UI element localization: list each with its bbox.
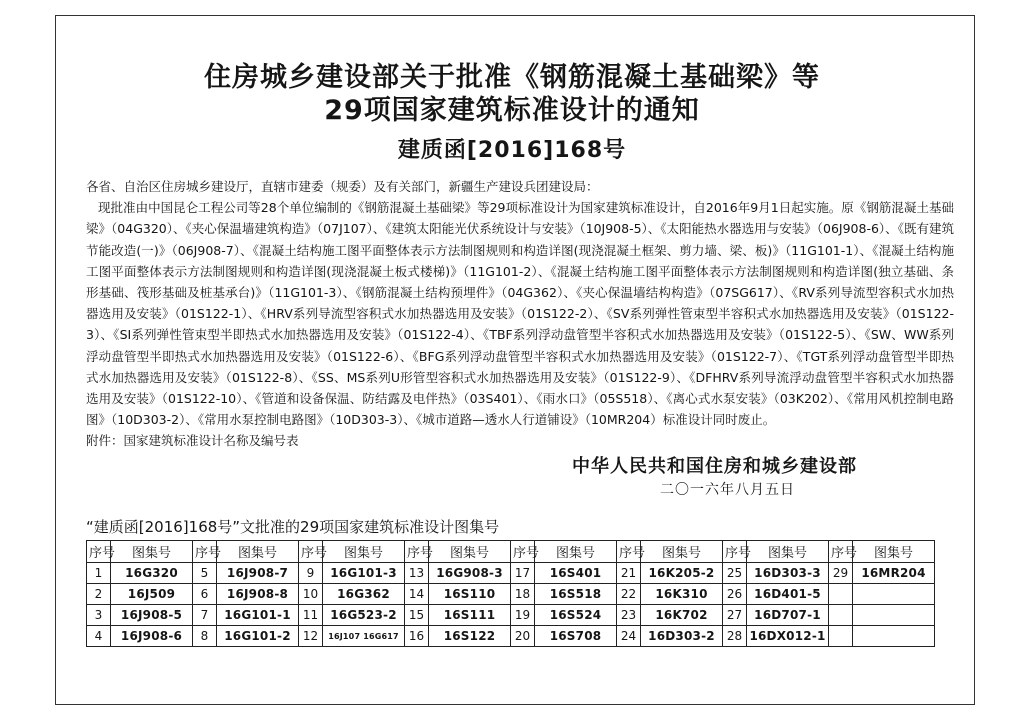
cell-code: 16G362 — [323, 584, 405, 605]
cell-no: 19 — [511, 605, 535, 626]
cell-no: 25 — [723, 563, 747, 584]
header-no: 序号 — [617, 541, 641, 563]
header-code: 图集号 — [853, 541, 935, 563]
cell-code: 16G523-2 — [323, 605, 405, 626]
cell-code: 16K310 — [641, 584, 723, 605]
cell-code: 16J908-7 — [217, 563, 299, 584]
cell-code: 16J908-8 — [217, 584, 299, 605]
cell-no: 28 — [723, 626, 747, 647]
header-code: 图集号 — [111, 541, 193, 563]
header-code: 图集号 — [535, 541, 617, 563]
cell-no: 15 — [405, 605, 429, 626]
cell-no — [829, 626, 853, 647]
cell-no: 27 — [723, 605, 747, 626]
cell-no: 1 — [87, 563, 111, 584]
cell-code — [853, 584, 935, 605]
cell-code: 16G320 — [111, 563, 193, 584]
cell-code: 16S708 — [535, 626, 617, 647]
cell-no: 24 — [617, 626, 641, 647]
cell-code: 16D707-1 — [747, 605, 829, 626]
header-code: 图集号 — [747, 541, 829, 563]
header-no: 序号 — [511, 541, 535, 563]
cell-code: 16D401-5 — [747, 584, 829, 605]
cell-no: 9 — [299, 563, 323, 584]
cell-no: 16 — [405, 626, 429, 647]
cell-code — [853, 605, 935, 626]
header-no: 序号 — [299, 541, 323, 563]
cell-code: 16S111 — [429, 605, 511, 626]
cell-no: 2 — [87, 584, 111, 605]
cell-code: 16S110 — [429, 584, 511, 605]
notice-title-line-1: 住房城乡建设部关于批准《钢筋混凝土基础梁》等 — [204, 62, 820, 93]
cell-code: 16K702 — [641, 605, 723, 626]
cell-code: 16S122 — [429, 626, 511, 647]
cell-no: 3 — [87, 605, 111, 626]
cell-code: 16D303-2 — [641, 626, 723, 647]
cell-no: 13 — [405, 563, 429, 584]
cell-code: 16J908-5 — [111, 605, 193, 626]
issuer-signature: 中华人民共和国住房和城乡建设部 — [572, 456, 857, 477]
cell-no: 29 — [829, 563, 853, 584]
cell-code: 16D303-3 — [747, 563, 829, 584]
cell-code: 16K205-2 — [641, 563, 723, 584]
cell-no: 17 — [511, 563, 535, 584]
cell-no: 11 — [299, 605, 323, 626]
cell-no: 6 — [193, 584, 217, 605]
cell-code: 16G908-3 — [429, 563, 511, 584]
cell-code: 16J908-6 — [111, 626, 193, 647]
cell-no: 12 — [299, 626, 323, 647]
header-no: 序号 — [723, 541, 747, 563]
attachment-line: 附件：国家建筑标准设计名称及编号表 — [86, 433, 299, 449]
cell-code: 16MR204 — [853, 563, 935, 584]
notice-body — [86, 176, 954, 452]
cell-no: 23 — [617, 605, 641, 626]
cell-code: 16J509 — [111, 584, 193, 605]
header-code: 图集号 — [323, 541, 405, 563]
cell-no: 22 — [617, 584, 641, 605]
cell-no: 8 — [193, 626, 217, 647]
cell-code: 16G101-1 — [217, 605, 299, 626]
issue-date: 二〇一六年八月五日 — [660, 482, 795, 498]
cell-code — [853, 626, 935, 647]
table-row — [87, 584, 935, 605]
notice-paragraph: 现批准由中国昆仑工程公司等28个单位编制的《钢筋混凝土基础梁》等29项标准设计为国家建筑标准设计，自2016年9月1日起实施。原《钢筋混凝土基础梁》（04G320）、《夹心保温墙建筑构造》（07J107）、《建筑太阳能光伏系统设计与安装》（10J908-5）、《太阳能热水器选用与安装》（06J908-6）、《既有建筑节能改造(一)》（06J908-7）、《混凝土结构施工图平面整体表示方法制图规则和构造详图(现浇混凝土框架、剪力墙、梁、板)》（11G101-1）、《混凝土结构施工图平面整体表示方法制图规则和构造详图(现浇混凝土板式楼梯)》（11G101-2）、《混凝土结构施工图平面整体表示方法制图规则和构造详图(独立基础、条形基础、筏形基础及桩基承台)》（11G101-3）、《钢筋混凝土结构预埋件》（04G362）、《夹心保温墙结构构造》（07SG617）、《RV系列导流型容积式水加热器选用及安装》（01S122-1）、《HRV系列导流型容积式水加热器选用及安装》（01S122-2）、《SV系列弹性管束型半容积式水加热器选用及安装》（01S122-3）、《SI系列弹性管束型半即热式水加热器选用及安装》（01S122-4）、《TBF系列浮动盘管型半容积式水加热器选用及安装》（01S122-5）、《SW、WW系列浮动盘管型半即热式水加热器选用及安装》（01S122-6）、《BFG系列浮动盘管型半容积式水加热器选用及安装》（01S122-7）、《TGT系列浮动盘管型半即热式水加热器选用及安装》（01S122-8）、《SS、MS系列U形管型容积式水加热器选用及安装》（01S122-9）、《DFHRV系列导流浮动盘管型半容积式水加热器选用及安装》（01S122-10）、《管道和设备保温、防结露及电伴热》（03S401）、《雨水口》（05S518）、《离心式水泵安装》（03K202）、《常用风机控制电路图》（10D303-2）、《常用水泵控制电路图》（10D303-3）、《城市道路—透水人行道铺设》（10MR204）标准设计同时废止。 — [86, 200, 954, 428]
cell-no: 14 — [405, 584, 429, 605]
header-code: 图集号 — [217, 541, 299, 563]
cell-no — [829, 584, 853, 605]
header-code: 图集号 — [429, 541, 511, 563]
table-header-row — [87, 541, 935, 563]
cell-no: 18 — [511, 584, 535, 605]
header-no: 序号 — [829, 541, 853, 563]
header-no: 序号 — [87, 541, 111, 563]
cell-no: 7 — [193, 605, 217, 626]
cell-code: 16DX012-1 — [747, 626, 829, 647]
cell-code: 16J107 16G617 — [323, 626, 405, 647]
document-number: 建质函[2016]168号 — [397, 138, 627, 163]
table-caption: “建质函[2016]168号”文批准的29项国家建筑标准设计图集号 — [86, 518, 500, 536]
header-code: 图集号 — [641, 541, 723, 563]
cell-no: 26 — [723, 584, 747, 605]
table-row — [87, 626, 935, 647]
standards-index-table — [86, 540, 935, 647]
cell-code: 16G101-3 — [323, 563, 405, 584]
cell-code: 16S518 — [535, 584, 617, 605]
table-row — [87, 605, 935, 626]
cell-no: 4 — [87, 626, 111, 647]
header-no: 序号 — [405, 541, 429, 563]
cell-code: 16G101-2 — [217, 626, 299, 647]
cell-no: 21 — [617, 563, 641, 584]
notice-title-line-2: 29项国家建筑标准设计的通知 — [324, 95, 700, 126]
cell-no: 20 — [511, 626, 535, 647]
cell-no — [829, 605, 853, 626]
header-no: 序号 — [193, 541, 217, 563]
cell-no: 10 — [299, 584, 323, 605]
cell-code: 16S524 — [535, 605, 617, 626]
table-row — [87, 563, 935, 584]
cell-no: 5 — [193, 563, 217, 584]
salutation: 各省、自治区住房城乡建设厅，直辖市建委（规委）及有关部门，新疆生产建设兵团建设局： — [86, 179, 599, 194]
cell-code: 16S401 — [535, 563, 617, 584]
